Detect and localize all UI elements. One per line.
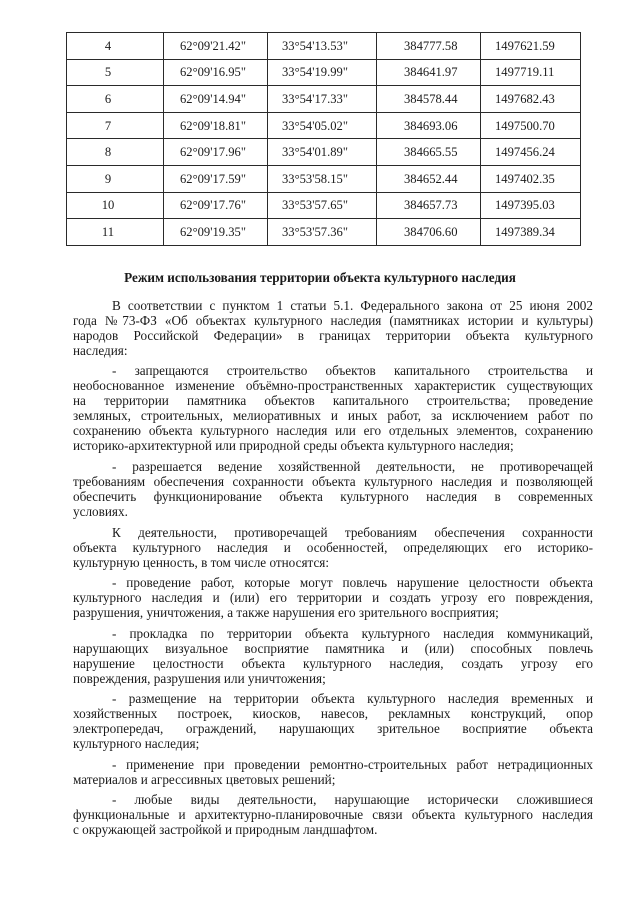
point-number: 7 [67,112,164,139]
longitude-cell: 33°53'57.36" [268,219,377,246]
point-number: 8 [67,139,164,166]
point-number: 10 [67,192,164,219]
latitude-cell: 62°09'17.59" [164,165,268,192]
text-line: народов Российской Федерации» в границах территории объекта культурного [73,328,593,343]
y-coordinate-cell: 1497682.43 [481,86,581,113]
text-line: сохранению объекта культурного наследия или его отдельных элементов, сохранению [73,423,593,438]
text-line: наследия: [73,343,128,358]
text-line: необоснованное изменение объёмно-пространственных характеристик существующих [73,378,593,393]
y-coordinate-cell: 1497500.70 [481,112,581,139]
text-line: культурного наследия и (или) его территории и создать угрозу его повреждения, [73,590,593,605]
point-number: 4 [67,33,164,60]
text-line: материалов и агрессивных цветовых решений; [73,772,336,787]
text-line: - любые виды деятельности, нарушающие исторически сложившиеся [112,792,593,807]
text-line: хозяйственных построек, киосков, навесов, рекламных конструкций, опор [73,706,593,721]
table-row [67,112,581,139]
point-number: 5 [67,59,164,86]
longitude-cell: 33°54'05.02" [268,112,377,139]
table-row [67,33,581,60]
text-line: культурную ценность, в том числе относятся: [73,555,330,570]
text-line: функциональные и архитектурно-планировочные связи объекта культурного наследия [73,807,593,822]
text-line: - прокладка по территории объекта культурного наследия коммуникаций, [112,626,593,641]
x-coordinate-cell: 384706.60 [377,219,481,246]
x-coordinate-cell: 384657.73 [377,192,481,219]
section-heading: Режим использования территории объекта культурного наследия [124,270,516,285]
text-line: обеспечить функционирование объекта культурного наследия в современных [73,489,593,504]
table-row [67,86,581,113]
latitude-cell: 62°09'17.96" [164,139,268,166]
text-line: К деятельности, противоречащей требованиям обеспечения сохранности [112,525,593,540]
x-coordinate-cell: 384777.58 [377,33,481,60]
text-line: разрушения, уничтожения, а также нарушения его зрительного восприятия; [73,605,499,620]
x-coordinate-cell: 384578.44 [377,86,481,113]
coordinates-table [66,32,581,246]
text-line: электропередач, ограждений, нарушающих зрительное восприятие объекта [73,721,593,736]
longitude-cell: 33°53'58.15" [268,165,377,192]
y-coordinate-cell: 1497621.59 [481,33,581,60]
table-row [67,192,581,219]
y-coordinate-cell: 1497719.11 [481,59,581,86]
text-line: земляных, строительных, мелиоративных и иных работ, за исключением работ по [73,408,593,423]
text-line: нарушающих визуальное восприятие памятника и (или) способных повлечь [73,641,593,656]
latitude-cell: 62°09'14.94" [164,86,268,113]
longitude-cell: 33°53'57.65" [268,192,377,219]
text-line: повреждения, разрушения или уничтожения; [73,671,326,686]
text-line: - разрешается ведение хозяйственной деятельности, не противоречащей [112,459,593,474]
longitude-cell: 33°54'17.33" [268,86,377,113]
text-line: - применение при проведении ремонтно-строительных работ нетрадиционных [112,757,593,772]
table-row [67,139,581,166]
text-line: с окружающей застройкой и природным ландшафтом. [73,822,378,837]
longitude-cell: 33°54'01.89" [268,139,377,166]
text-line: - запрещаются строительство объектов капитального строительства и [112,363,593,378]
text-line: В соответствии с пунктом 1 статьи 5.1. Федерального закона от 25 июня 2002 [112,298,593,313]
x-coordinate-cell: 384665.55 [377,139,481,166]
text-line: на территории памятника объектов капитального строительства; проведение [73,393,593,408]
table-row [67,59,581,86]
x-coordinate-cell: 384641.97 [377,59,481,86]
text-line: года №73-ФЗ «Об объектах культурного наследия (памятниках истории и культуры) [73,313,593,328]
longitude-cell: 33°54'19.99" [268,59,377,86]
y-coordinate-cell: 1497402.35 [481,165,581,192]
y-coordinate-cell: 1497389.34 [481,219,581,246]
text-line: - размещение на территории объекта культурного наследия временных и [112,691,593,706]
point-number: 9 [67,165,164,192]
text-line: нарушение целостности объекта культурного наследия, создать угрозу его [73,656,593,671]
latitude-cell: 62°09'21.42" [164,33,268,60]
text-line: культурного наследия; [73,736,200,751]
latitude-cell: 62°09'18.81" [164,112,268,139]
text-line: - проведение работ, которые могут повлечь нарушение целостности объекта [112,575,593,590]
x-coordinate-cell: 384652.44 [377,165,481,192]
text-line: историко-архитектурной или природной среды объекта культурного наследия; [73,438,514,453]
latitude-cell: 62°09'19.35" [164,219,268,246]
point-number: 6 [67,86,164,113]
text-line: объекта культурного наследия и особенностей, определяющих его историко- [73,540,593,555]
y-coordinate-cell: 1497456.24 [481,139,581,166]
table-row [67,219,581,246]
longitude-cell: 33°54'13.53" [268,33,377,60]
text-line: требованиям обеспечения сохранности объекта культурного наследия и позволяющей [73,474,593,489]
y-coordinate-cell: 1497395.03 [481,192,581,219]
point-number: 11 [67,219,164,246]
latitude-cell: 62°09'17.76" [164,192,268,219]
latitude-cell: 62°09'16.95" [164,59,268,86]
table-row [67,165,581,192]
x-coordinate-cell: 384693.06 [377,112,481,139]
text-line: условиях. [73,504,128,519]
